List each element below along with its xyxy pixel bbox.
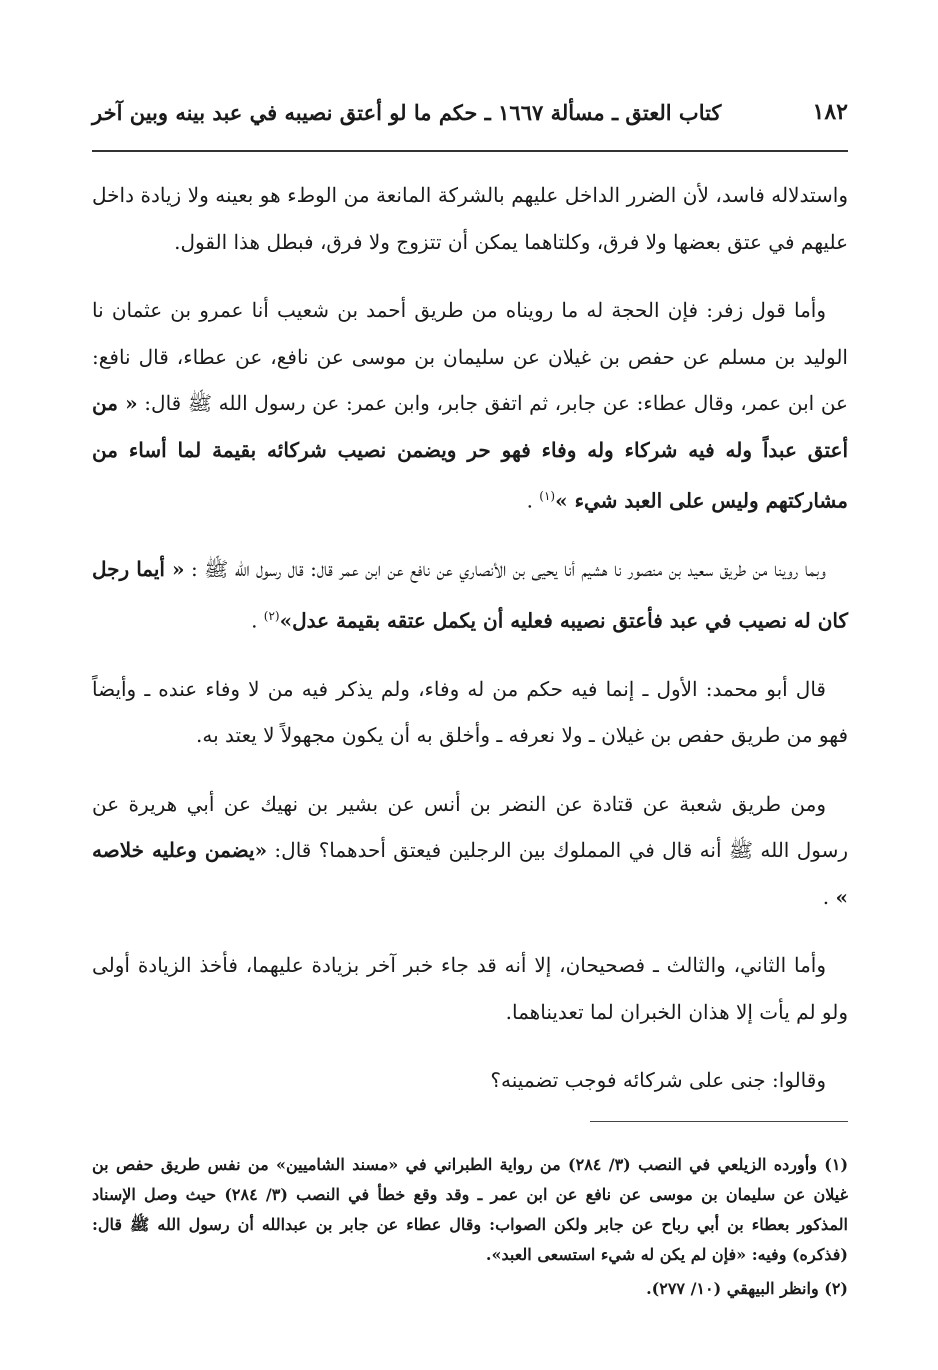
footnotes xyxy=(92,1150,848,1308)
sentence-end: . xyxy=(822,884,836,909)
footnote-1: (١) وأورده الزيلعي في النصب (٣/ ٢٨٤) من رواية الطبراني في «مسند الشاميين» من نفس طريق حفص بن غيلان عن سليمان بن موسى عن نافع عن ابن عمر ـ وقد وقع خطأ في النصب (٣/ ٢٨٤) حيث وصل الإسناد المذكور بعطاء بن أبي رباح عن جابر ولكن الصواب: وقال عطاء عن جابر بن عبدالله أن رسول الله ﷺ قال: (فذكره) وفيه: «فإن لم يكن له شيء استسعى العبد». xyxy=(92,1155,849,1264)
narration-chain: وأما قول زفر: فإن الحجة له ما رويناه من طريق أحمد بن شعيب أنا عمرو بن عثمان نا الوليد بن مسلم عن حفص بن غيلان عن سليمان بن موسى عن نافع، عن عطاء، قال نافع: عن ابن عمر، وقال عطاء: عن جابر، ثم اتفق جابر، وابن عمر: عن رسول الله ﷺ قال: xyxy=(92,298,848,415)
header-rule xyxy=(92,150,848,152)
page-number: ١٨٢ xyxy=(812,99,848,125)
running-header xyxy=(92,92,848,132)
main-text xyxy=(92,172,848,1126)
paragraph-objection: وقالوا: جنى على شركائه فوجب تضمينه؟ xyxy=(490,1068,826,1093)
footnote-ref-1[interactable]: (١) xyxy=(539,489,556,503)
paragraph-abu-muhammad: قال أبو محمد: الأول ـ إنما فيه حكم من له وفاء، ولم يذكر فيه من لا وفاء عنده ـ وأيضاً فهو من طريق حفص بن غيلان ـ ولا نعرفه ـ وأخلق به أن يكون مجهولاً لا يعتد به. xyxy=(92,676,848,748)
sentence-end: . xyxy=(526,488,540,513)
narration-chain: وبما روينا من طريق سعيد بن منصور نا هشيم أنا يحيى بن الأنصاري عن نافع عن ابن عمر قال: قال رسول الله ﷺ : xyxy=(184,557,826,582)
sentence-end: . xyxy=(251,608,264,633)
footnote-ref-2[interactable]: (٢) xyxy=(263,608,280,623)
footnote-2: (٢) وانظر البيهقي (١٠/ ٢٧٧). xyxy=(646,1279,848,1298)
narration-chain: ومن طريق شعبة عن قتادة عن النضر بن أنس عن بشير بن نهيك عن أبي هريرة عن رسول الله ﷺ أنه قال في المملوك بين الرجلين فيعتق أحدهما؟ قال: xyxy=(92,791,848,863)
running-title: كتاب العتق ـ مسألة ١٦٦٧ ـ حكم ما لو أعتق نصيبه في عبد بينه وبين آخر xyxy=(92,99,722,125)
hadith-text: « من أعتق عبداً وله فيه شركاء وله وفاء فهو حر ويضمن نصيب شركائه بقيمة لما أساء من مشاركتهم وليس على العبد شيء » xyxy=(92,391,848,513)
paragraph-refutation: واستدلاله فاسد، لأن الضرر الداخل عليهم بالشركة المانعة من الوطء هو بعينه ولا زيادة داخل عليهم في عتق بعضها ولا فرق، وكلتاهما يمكن أن تتزوج ولا فرق، فبطل هذا القول. xyxy=(92,183,848,254)
paragraph-second-narration xyxy=(92,546,848,644)
hadith-text: «يضمن وعليه خلاصه » xyxy=(92,838,848,909)
paragraph-zufar-evidence xyxy=(92,287,848,524)
footnote-rule xyxy=(590,1121,848,1122)
paragraph-third-narration xyxy=(92,781,848,921)
paragraph-second-third: وأما الثاني، والثالث ـ فصحيحان، إلا أنه قد جاء خبر آخر بزيادة عليهما، فأخذ الزيادة أولى ولو لم يأت إلا هذان الخبران لما تعديناهما. xyxy=(92,953,848,1024)
hadith-text: « أيما رجل كان له نصيب في عبد فأعتق نصيبه فعليه أن يكمل عتقه بقيمة عدل» xyxy=(92,557,848,633)
